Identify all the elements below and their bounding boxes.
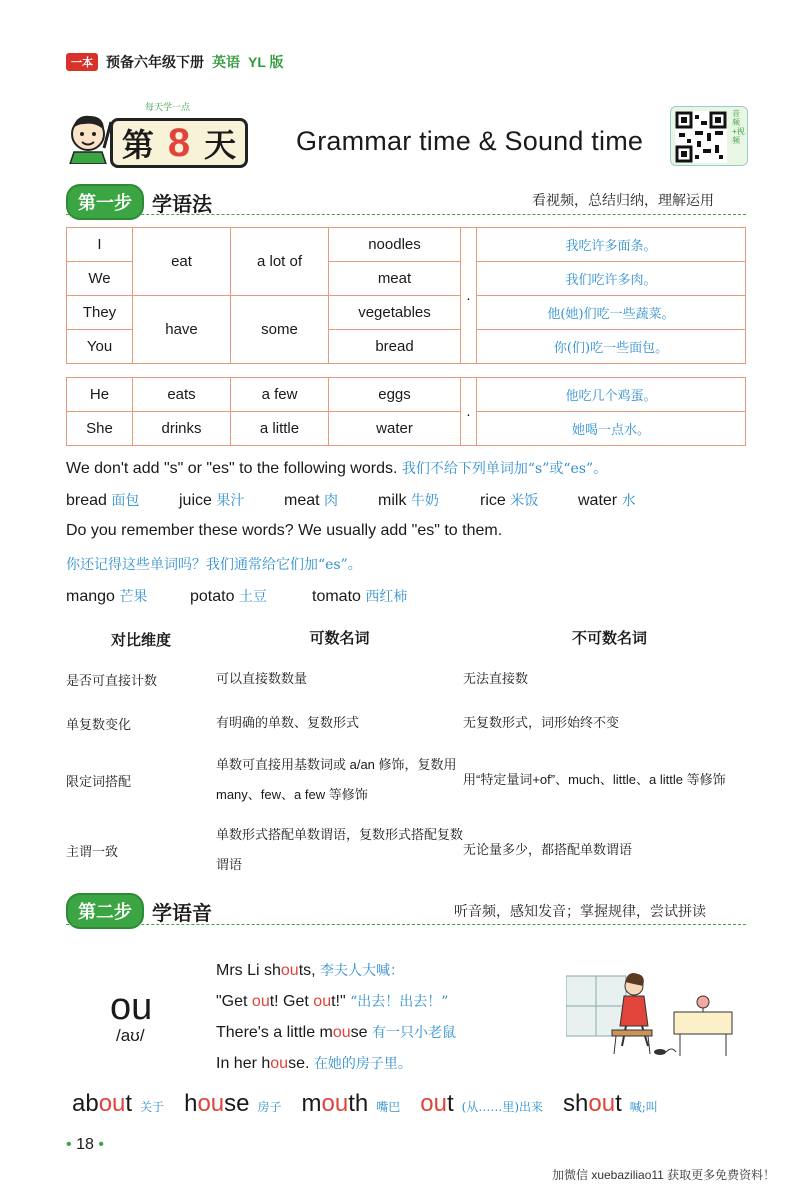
unit-title: Grammar time & Sound time xyxy=(296,126,644,156)
grammar-table-singular xyxy=(66,377,746,446)
word-item: mango 芒果 xyxy=(66,588,148,605)
table-header xyxy=(66,622,756,656)
cell-noun: meat xyxy=(329,262,461,296)
day-suffix: 天 xyxy=(204,127,237,163)
cell-quantifier: a little xyxy=(231,412,329,446)
cell-subject: I xyxy=(67,228,133,262)
cell-verb: eat xyxy=(133,228,231,296)
sound-letters: ou xyxy=(110,986,153,1028)
cell-noun: water xyxy=(329,412,461,446)
word-item: meat 肉 xyxy=(284,492,339,509)
cell-translation: 我们吃许多肉。 xyxy=(477,262,746,296)
row-dimension: 限定词搭配 xyxy=(66,773,132,789)
ou-word: shout xyxy=(563,1090,622,1117)
woman-mouse-illustration xyxy=(566,966,738,1058)
step2-divider xyxy=(66,924,746,925)
table-row xyxy=(66,744,756,816)
table-row xyxy=(66,816,756,884)
qr-label: 音频+视频 xyxy=(732,109,745,145)
word-item: rice 米饭 xyxy=(480,492,539,509)
ou-word-zh: 关于 xyxy=(140,1100,165,1114)
ou-word-row xyxy=(72,1090,670,1118)
step1-divider xyxy=(66,214,746,215)
rule-no-s-zh: 我们不给下列单词加“s”或“es”。 xyxy=(401,461,608,477)
step1-note: 看视频，总结归纳，理解运用 xyxy=(532,192,714,208)
ou-word: out xyxy=(420,1090,454,1117)
cell-subject: We xyxy=(67,262,133,296)
day-prefix: 第 xyxy=(121,127,154,163)
row-dimension: 是否可直接计数 xyxy=(66,672,158,688)
cell-verb: eats xyxy=(133,378,231,412)
word-item: water 水 xyxy=(578,492,636,509)
ou-word: mouth xyxy=(301,1090,369,1117)
cell-subject: He xyxy=(67,378,133,412)
ou-word-zh: 喊;叫 xyxy=(629,1100,658,1114)
cell-dot: . xyxy=(461,228,477,364)
book-edition: YL 版 xyxy=(248,54,284,70)
cell-noun: vegetables xyxy=(329,296,461,330)
cell-translation: 她喝一点水。 xyxy=(477,412,746,446)
rule-es-en: Do you remember these words? We usually add "es" to them. xyxy=(66,522,503,539)
cell-noun: noodles xyxy=(329,228,461,262)
grammar-table-plural xyxy=(66,227,746,364)
ou-word-zh: 房子 xyxy=(257,1100,282,1114)
noun-comparison-table xyxy=(66,622,756,884)
rhyme-line: "Get out! Get out!" “出去！出去！” xyxy=(216,993,449,1010)
rhyme-line: Mrs Li shouts, 李夫人大喊： xyxy=(216,962,405,979)
es-word-list xyxy=(66,586,407,606)
cell-noun: bread xyxy=(329,330,461,364)
cell-quantifier: a lot of xyxy=(231,228,329,296)
qr-code[interactable] xyxy=(670,106,748,166)
table-row xyxy=(66,656,756,702)
day-number: 8 xyxy=(167,120,191,165)
cell-subject: You xyxy=(67,330,133,364)
cell-translation: 他吃几个鸡蛋。 xyxy=(477,378,746,412)
rule-no-s xyxy=(66,458,607,478)
ou-word: house xyxy=(184,1090,250,1117)
row-dimension: 单复数变化 xyxy=(66,716,132,732)
cell-translation: 你(们)吃一些面包。 xyxy=(477,330,746,364)
publisher-logo: 一本 xyxy=(66,53,98,71)
row-countable: 单数可直接用基数词或 a/an 修饰，复数用 many、few、a few 等修饰 xyxy=(216,757,457,802)
page-number: • 18 • xyxy=(66,1136,104,1153)
row-uncountable: 无法直接数 xyxy=(463,671,529,686)
book-grade: 预备六年级下册 xyxy=(106,54,204,70)
ou-word: about xyxy=(72,1090,133,1117)
row-uncountable: 用“特定量词+of”、much、little、a little 等修饰 xyxy=(463,772,726,787)
rhyme-line: In her house. 在她的房子里。 xyxy=(216,1055,412,1072)
cell-translation: 我吃许多面条。 xyxy=(477,228,746,262)
step2-pill: 第二步 xyxy=(66,893,144,929)
cell-dot: . xyxy=(461,378,477,446)
rule-es-zh: 你还记得这些单词吗？我们通常给它们加“es”。 xyxy=(66,557,362,573)
qr-code-icon xyxy=(675,111,727,163)
word-item: bread 面包 xyxy=(66,492,140,509)
step2-name: 学语音 xyxy=(152,902,212,925)
cell-verb: drinks xyxy=(133,412,231,446)
row-countable: 有明确的单数、复数形式 xyxy=(216,715,360,730)
cell-translation: 他(她)们吃一些蔬菜。 xyxy=(477,296,746,330)
rule-es-zh-line xyxy=(66,554,362,574)
cell-quantifier: some xyxy=(231,296,329,364)
student-mascot-icon xyxy=(64,112,114,164)
cell-subject: She xyxy=(67,412,133,446)
header-countable: 可数名词 xyxy=(309,630,370,647)
cell-quantifier: a few xyxy=(231,378,329,412)
table-row xyxy=(66,702,756,744)
row-dimension: 主谓一致 xyxy=(66,843,119,859)
rhyme-line: There's a little mouse 有一只小老鼠 xyxy=(216,1024,457,1041)
ou-word-zh: (从……里)出来 xyxy=(461,1100,544,1114)
ou-word-zh: 嘴巴 xyxy=(376,1100,401,1114)
day-badge xyxy=(110,118,248,168)
word-item: juice 果汁 xyxy=(179,492,245,509)
header-uncountable: 不可数名词 xyxy=(571,630,647,647)
book-subject: 英语 xyxy=(212,54,240,70)
rule-no-s-en: We don't add "s" or "es" to the following words. xyxy=(66,460,398,477)
row-countable: 单数形式搭配单数谓语，复数形式搭配复数谓语 xyxy=(216,827,464,872)
word-item: tomato 西红柿 xyxy=(312,588,408,605)
word-item: milk 牛奶 xyxy=(378,492,439,509)
sound-ipa: /aʊ/ xyxy=(116,1026,145,1045)
row-uncountable: 无复数形式，词形始终不变 xyxy=(463,715,620,730)
day-slogan: 每天学一点 xyxy=(145,102,191,112)
step1-name: 学语法 xyxy=(152,193,212,216)
header-dimension: 对比维度 xyxy=(110,631,171,649)
row-uncountable: 无论量多少，都搭配单数谓语 xyxy=(463,842,633,857)
word-item: potato 土豆 xyxy=(190,588,267,605)
step1-pill: 第一步 xyxy=(66,184,144,220)
uncountable-list xyxy=(66,490,636,510)
book-header xyxy=(66,52,284,72)
cell-subject: They xyxy=(67,296,133,330)
step2-note: 听音频，感知发音；掌握规律，尝试拼读 xyxy=(454,903,706,919)
row-countable: 可以直接数数量 xyxy=(216,671,308,686)
cell-verb: have xyxy=(133,296,231,364)
cell-noun: eggs xyxy=(329,378,461,412)
footer-note: 加微信 xuebaziliao11 获取更多免费资料！ xyxy=(552,1168,776,1182)
